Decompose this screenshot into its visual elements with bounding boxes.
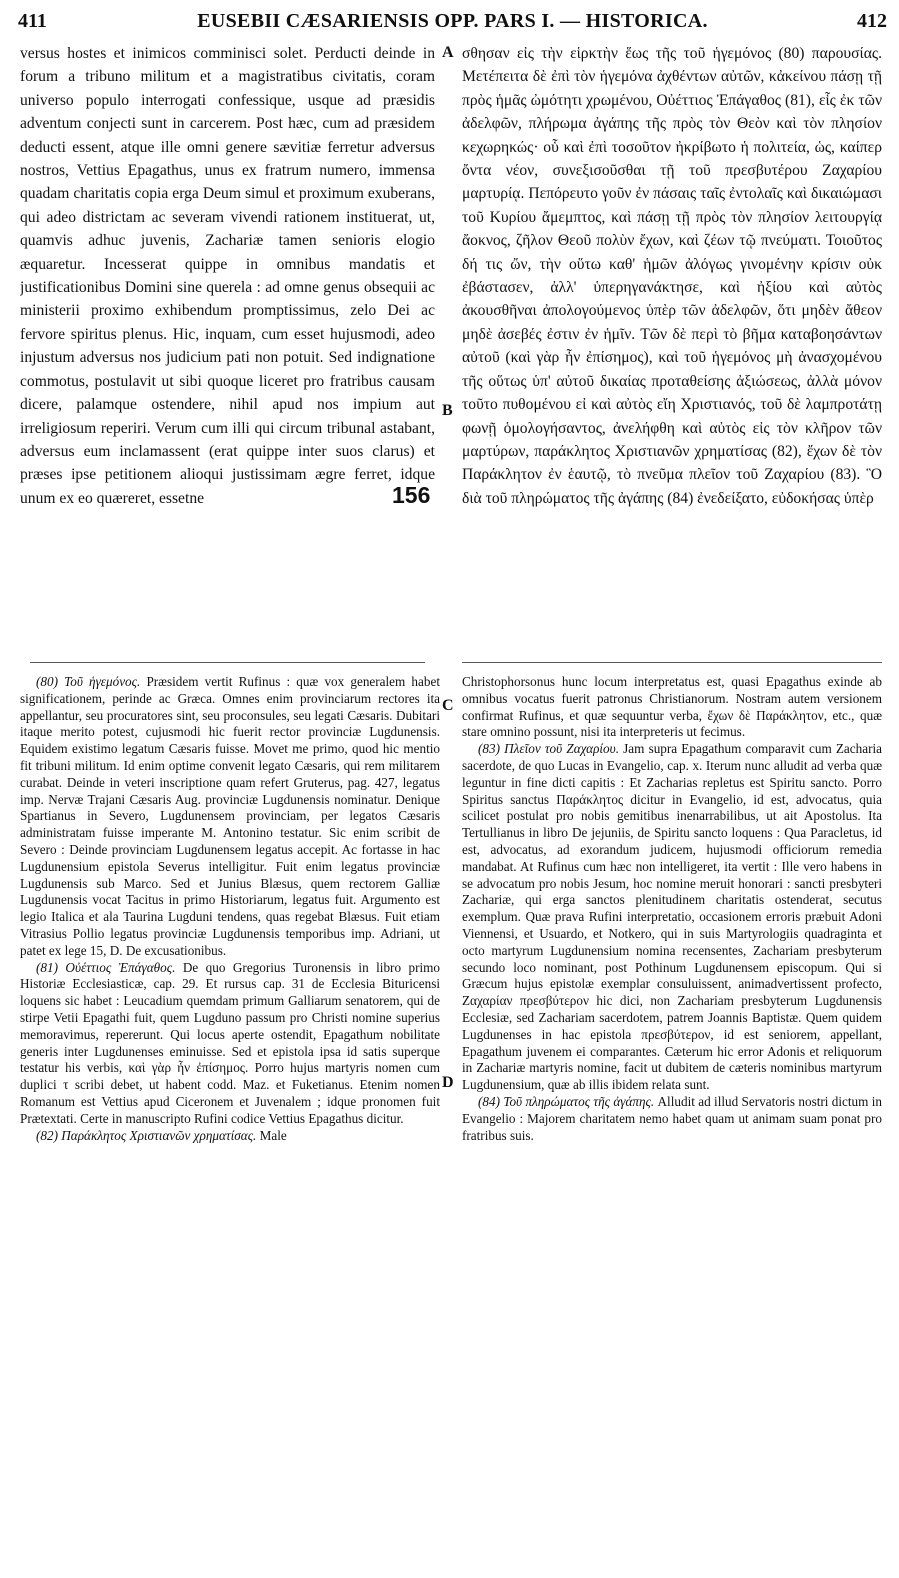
footnotes-right-column xyxy=(462,674,882,1570)
latin-paragraph: versus hostes et inimicos comminisci solet. Perducti deinde in forum a tribuno militum et a magistratibus civitatis, coram universo populo interrogati confessique, usque ad præsidis adventum conjecti sunt in carcerem. Post hæc, cum ad præsidem deducti essent, atque ille omni genere sævitiæ ferretur adversus nostros, Vettius Epagathus, unus ex fratrum numero, immensa quadam charitatis copia erga Deum simul et proximum exuberans, qui adeo districtam ac severam vivendi rationem instituerat, ut, quamvis adhuc juvenis, Zachariæ tamen senioris elogio æquaretur. Incesserat quippe in omnibus mandatis et justificationibus Domini sine querela : ad omne genus obsequii ac ministerii proximo exhibendum promptissimus, zelo Dei ac fervore spiritus plenus. Hic, inquam, cum esset hujusmodi, adeo injustum adversus nos judicium pati non potuit. Sed indignatione commotus, postulavit ut sibi quoque liceret pro fratribus causam dicere, palamque ostendere, nihil apud nos impium aut irreligiosum reperiri. Verum cum illi qui circum tribunal astabant, adversus eum inclamassent (erat quippe inter suos clarus) et præses ipse petitionem alioqui justissimam ægre ferret, idque unum ex eo quæreret, essetne xyxy=(20,45,435,507)
footnote-82 xyxy=(20,1128,440,1145)
greek-paragraph: σθησαν εἰς τὴν εἱρκτὴν ἕως τῆς τοῦ ἡγεμόνος (80) παρουσίας. Μετέπειτα δὲ ἐπὶ τὸν ἡγεμόνα ἀχθέντων αὐτῶν, κἀκείνου πάσῃ τῇ πρὸς ἡμᾶς ὠμότητι χρωμένου, Οὐέττιος Ἐπάγαθος (81), εἷς ἐκ τῶν ἀδελφῶν, πλήρωμα ἀγάπης τῆς πρὸς τὸν Θεὸν καὶ τὸν πλησίον κεχωρηκώς· οὗ καὶ ἐπὶ τοσοῦτον ἠκρίβωτο ἡ πολιτεία, ὡς, καίπερ ὄντα νέον, συνεξισοῦσθαι τῇ τοῦ πρεσβυτέρου Ζαχαρίου μαρτυρίᾳ. Πεπόρευτο γοῦν ἐν πάσαις ταῖς ἐντολαῖς καὶ δικαιώμασι τοῦ Κυρίου ἄμεμπτος, καὶ πάσῃ τῇ πρὸς τὸν πλησίον λειτουργίᾳ ἄοκνος, ζῆλον Θεοῦ πολὺν ἔχων, καὶ ζέων τῷ πνεύματι. Τοιοῦτος δή τις ὤν, τὴν οὕτω καθ' ἡμῶν ἀλόγως γινομένην κρίσιν οὐκ ἐβάστασεν, ἀλλ' ὑπερηγανάκτησε, καὶ ἠξίου καὶ αὐτὸς ἀκουσθῆναι ἀπολογούμενος ὑπὲρ τῶν ἀδελφῶν, ὅτι μηδὲν ἄθεον μηδὲ ἀσεβές ἐστιν ἐν ἡμῖν. Τῶν δὲ περὶ τὸ βῆμα καταβοησάντων αὐτοῦ (καὶ γὰρ ἦν ἐπίσημος), καὶ τοῦ ἡγεμόνος μὴ ἀνασχομένου τῆς οὕτως ὑπ' αὐτοῦ δικαίας προταθείσης ἀξιώσεως, ἀλλὰ μόνον τοῦτο πυθομένου εἰ καὶ αὐτὸς εἴη Χριστιανός, τοῦ δὲ λαμπροτάτῃ φωνῇ ὁμολογήσαντος, ἀνελήφθη καὶ αὐτὸς εἰς τὸν κλῆρον τῶν μαρτύρων, παράκλητος Χριστιανῶν χρηματίσας (82), ἔχων δὲ τὸν Παράκλητον ἐν ἑαυτῷ, τὸ πνεῦμα πλεῖον τοῦ Ζαχαρίου (83). Ὃ διὰ τοῦ πληρώματος τῆς ἀγάπης (84) ἐνεδείξατο, εὐδοκήσας ὑπὲρ xyxy=(462,45,882,507)
running-title: EUSEBII CÆSARIENSIS OPP. PARS I. — HISTORICA. xyxy=(197,10,708,32)
footnote-83 xyxy=(462,741,882,1094)
footnote-text: Alludit ad illud Servatoris nostri dictum in Evangelio : Majorem charitatem nemo habet quam ut animam suam ponat pro fratribus suis. xyxy=(462,1093,882,1143)
footnote-divider-right xyxy=(462,662,882,663)
footnote-text: Jam supra Epagathum comparavit cum Zacharia sacerdote, de quo Lucas in Evangelio, cap. x. Iterum nunc alludit ad verba quæ leguntur in fine dicti capitis : Et Zacharias repletus est Spiritu sancto. Porro Spiritus sanctus Παράκλητος dicitur in Evangelio, id est, advocatus, quia scilicet postulat pro nobis gemitibus inenarrabilibus, ut ait Apostolus. Ita Tertullianus in libro De jejuniis, de Spiritu sancto loquens : Qua Paracletus, id est, advocatus, ad exorandum judicem, hujusmodi officiorum remedia mandabat. At Rufinus cum hæc non intelligeret, ita vertit : Ille vero habens in se advocatum pro nobis Jesum, hoc nomine meruit honorari : sancti presbyteri Zachariæ, qui erga sanctos plenitudinem charitatis ostenderat, secutus exemplum. Quæ prava Rufini interpretatio, occasionem erroris præbuit Adoni Viennensi, et Usuardo, et Notkero, qui in suis Martyrologiis quadraginta et octo martyrum Lugdunensium nomina recensentes, Zachariam presbyterum secundo loco nominant, post Pothinum Lugdunensem episcopum. Qui si Græcum hujus epistolæ exemplar consuluissent, animadvertissent profecto, Ζαχαρίαν πρεσβύτερον hic dici, non Zachariam presbyterum Lugdunensis Ecclesiæ, sed Zachariam sacerdotem, patrem Joannis Baptistæ. Quem quidem Lugdunenses in hac epistola πρεσβύτερον, id est seniorem, appellant, Epagathum juvenem ei comparantes. Cæterum hic error Adonis et reliquorum in Zachariæ martyris nomine, facit ut dubitem de cæteris nominibus martyrum Lugdunensium, quæ ab illis ibidem relata sunt. xyxy=(462,741,882,1093)
footnote-text: De quo Gregorius Turonensis in libro primo Historiæ Ecclesiasticæ, cap. 29. Et rursus cap. 31 de Ecclesia Bituricensi loquens sic habet : Leucadium quemdam primum Galliarum senatorem, qui de stirpe Vetii Epagathi fuit, quem Lugduno passum pro Christi nomine superius memoravimus, repererunt. Qui locus aperte ostendit, Epagathum nobilitate generis inter Lugdunenses eminuisse. Sed et epistola ipsa id satis superque testatur his verbis, καὶ γὰρ ἦν ἐπίσημος. Porro hujus martyris nomen cum duplici τ scribi debet, ut habent codd. Maz. et Fuketianus. Etenim nomen Romanum est Vettius apud Ciceronem et Juvenalem ; idque pronomen fuit Prætextati. Certe in manuscripto Rufini codice Vettius Epagathus dicitur. xyxy=(20,959,440,1126)
page-number-left: 411 xyxy=(18,10,47,32)
footnote-lemma: (84) Τοῦ πληρώματος τῆς ἀγάπης. xyxy=(478,1093,655,1109)
footnote-lemma: (81) Οὐέττιος Ἐπάγαθος. xyxy=(36,959,176,975)
footnote-text: Male xyxy=(256,1127,287,1143)
greek-text-column xyxy=(462,42,882,654)
footnote-lemma: (83) Πλεῖον τοῦ Ζαχαρίου. xyxy=(478,741,620,757)
footnote-lemma: (82) Παράκλητος Χριστιανῶν χρηματίσας. xyxy=(36,1127,257,1143)
margin-letter-b: B xyxy=(442,402,453,419)
footnote-divider-left xyxy=(30,662,425,663)
footnote-text: Christophorsonus hunc locum interpretatus est, quasi Epagathus exinde ab omnibus vocatus fuerit patronus Christianorum. Nostram autem versionem confirmat Rufinus, et quæ sequuntur verba, ἔχων δὲ Παράκλητον, etc., quæ stare omnino possunt, nisi ita interpreteris ut fecimus. xyxy=(462,674,882,740)
margin-letter-d: D xyxy=(442,1074,454,1091)
footnote-text: Præsidem vertit Rufinus : quæ vox generalem habet significationem, perinde ac Græca. Omnes enim provinciarum rectores ita appellantur, seu procuratores sint, seu proconsules, seu legati Cæsaris. Dubitari itaque merito potest, cujusmodi hic fuerit rector provinciæ Lugdunensis. Equidem existimo legatum Cæsaris fuisse. Movet me primo, quod hic mentio fit tribuni militum. Id enim optime convenit legato Cæsaris, qui rem militarem curabat. Deinde in veteri inscriptione quam refert Gruterus, pag. 427, legatus imp. Nervæ Trajani Cæsaris Aug. provinciæ Lugdunensis nominatur. Denique Spartianus in Severo, Lugdunensem provinciam, per legatos Cæsaris administratam fuisse imperante M. Antonino testatur. Sic enim scribit de Severo : Deinde provinciam Lugdunensem legatus accepit. Ac fortasse in hac Lugdunensium epistola Severus intelligitur. Fuit enim legatus provinciæ Lugdunensis sub Marco. Sed et Junius Blæsus, quem rectorem Galliæ Lugdunensis vocat Tacitus in primo Historiarum, legatus fuit. Argumento est legio Italica et ala Taurina Lugduni tendens, quas regebat Blæsus. Fuit etiam Vitrasius Pollio legatus provinciæ Lugdunensis temporibus imp. Adriani, ut patet ex lege 15, D. De excusationibus. xyxy=(20,674,440,958)
margin-letter-c: C xyxy=(442,697,454,714)
margin-letter-a: A xyxy=(442,44,454,61)
latin-text-column xyxy=(20,42,435,654)
page-number-right: 412 xyxy=(857,10,887,32)
footnote-80 xyxy=(20,674,440,960)
footnote-81 xyxy=(20,960,440,1128)
footnote-lemma: (80) Τοῦ ἡγεμόνος. xyxy=(36,674,141,689)
footnotes-left-column xyxy=(20,674,440,1570)
margin-page-reference: 156 xyxy=(392,482,431,508)
footnote-82-continued xyxy=(462,674,882,741)
footnote-84 xyxy=(462,1094,882,1144)
running-header xyxy=(18,8,887,36)
